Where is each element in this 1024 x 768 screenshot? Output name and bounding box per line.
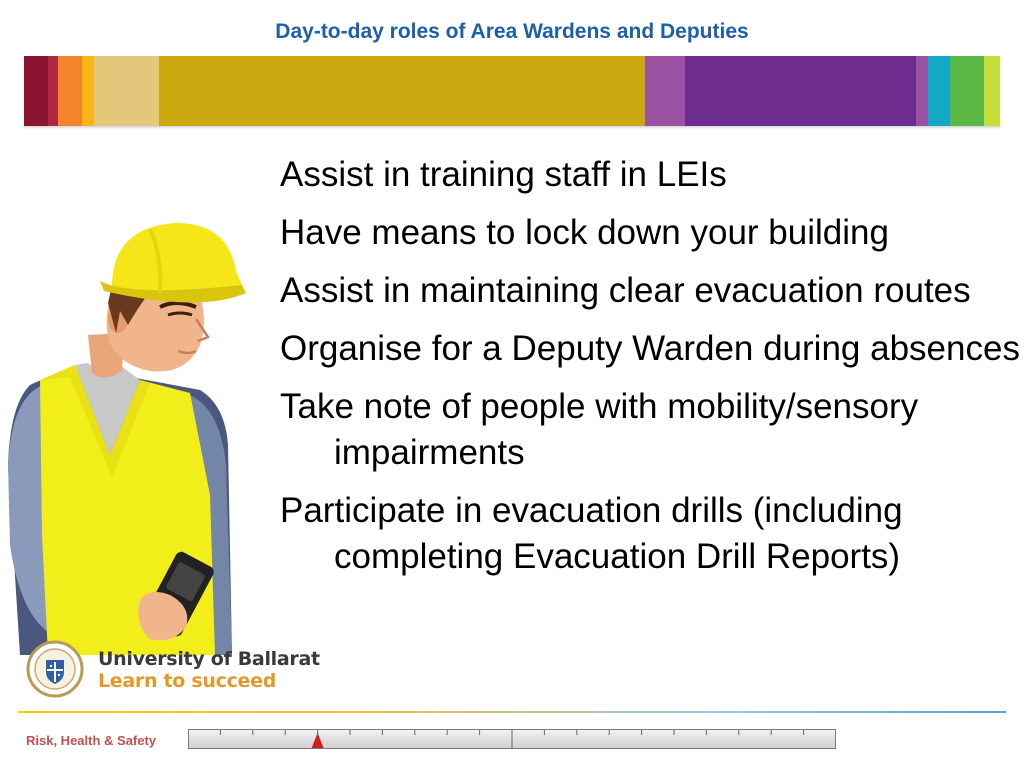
footer-label: Risk, Health & Safety	[26, 733, 157, 748]
slide-title: Day-to-day roles of Area Wardens and Deputies	[275, 20, 749, 43]
university-name: University of Ballarat	[98, 648, 320, 670]
stripe-segment	[82, 56, 94, 126]
bullet-item: Assist in training staff in LEIs	[280, 155, 727, 194]
stripe-segment	[58, 56, 82, 126]
bullet-item: Take note of people with mobility/sensory impairments	[280, 387, 919, 472]
stripe-segment	[24, 56, 48, 126]
stripe-segment	[928, 56, 950, 126]
bullet-item: Assist in maintaining clear evacuation routes	[280, 271, 971, 310]
bullet-item: Organise for a Deputy Warden during absences	[280, 329, 1020, 368]
bullet-list	[280, 152, 1020, 592]
university-logo	[24, 638, 320, 702]
stripe-segment	[685, 56, 916, 126]
bullet-item: Participate in evacuation drills (including completing Evacuation Drill Reports)	[280, 491, 903, 576]
footer-divider	[18, 711, 1006, 713]
color-stripe-banner	[24, 56, 1000, 126]
stripe-segment	[984, 56, 1000, 126]
bullet-item: Have means to lock down your building	[280, 213, 889, 252]
stripe-segment	[94, 56, 158, 126]
stripe-segment	[48, 56, 58, 126]
stripe-segment	[645, 56, 685, 126]
stripe-segment	[159, 56, 645, 126]
warden-illustration	[0, 215, 260, 655]
university-seal-icon	[26, 640, 84, 698]
stripe-segment	[950, 56, 984, 126]
stripe-segment	[916, 56, 928, 126]
slide-progress-bar	[188, 728, 836, 750]
university-tagline: Learn to succeed	[98, 670, 277, 692]
